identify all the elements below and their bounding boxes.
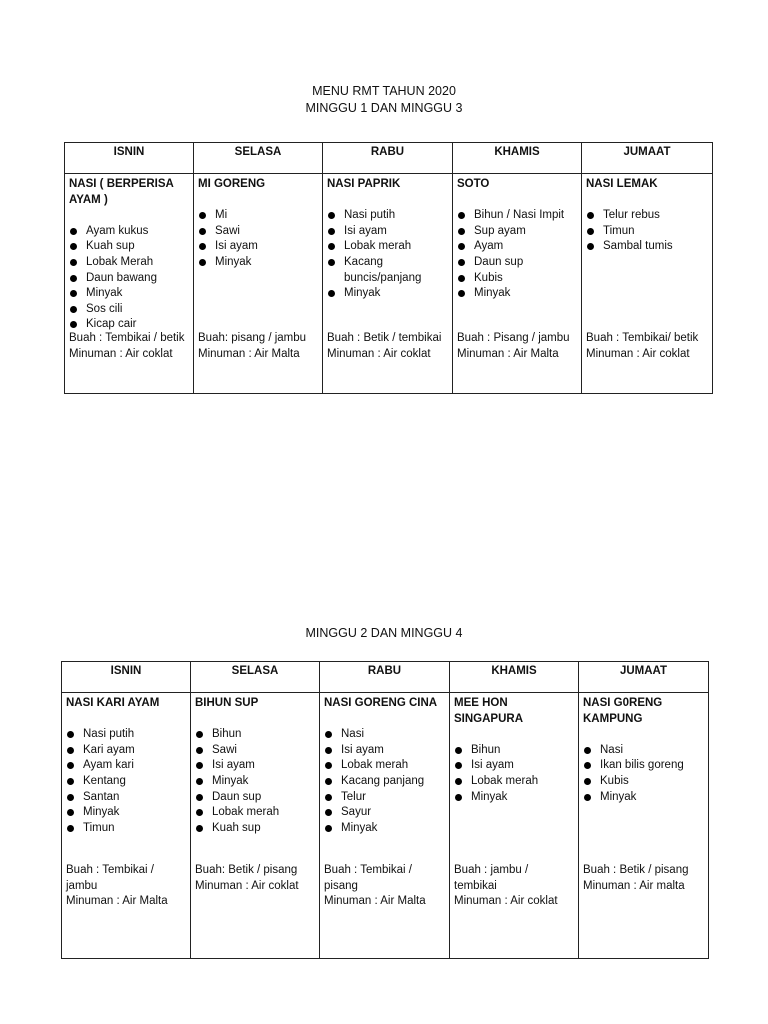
ingredient-item: [198, 224, 318, 240]
bullet-icon: [458, 259, 465, 266]
bullet-icon: [587, 228, 594, 235]
fruit-text: Buah : Pisang / jambu: [457, 332, 570, 344]
ingredient-item: [69, 255, 189, 271]
ingredient-label: Kuah sup: [86, 240, 135, 253]
fruit-drink-info: [457, 331, 577, 362]
bullet-icon: [458, 290, 465, 297]
bullet-icon: [196, 825, 203, 832]
fruit-drink-info: [69, 331, 189, 362]
day-cell-khamis: [453, 174, 582, 394]
day-cell-jumaat: [582, 174, 713, 394]
bullet-icon: [325, 778, 332, 785]
fruit-drink-info: [195, 863, 315, 894]
bullet-icon: [455, 794, 462, 801]
ingredient-label: Nasi: [600, 743, 624, 756]
bullet-icon: [584, 762, 591, 769]
bullet-icon: [196, 762, 203, 769]
ingredient-label: Telur: [341, 790, 366, 803]
bullet-icon: [455, 747, 462, 754]
ingredient-label: Bihun: [471, 743, 501, 756]
day-cell-isnin: [62, 693, 191, 959]
ingredient-item: [457, 224, 577, 240]
header-khamis: KHAMIS: [450, 662, 579, 693]
ingredient-item: [324, 727, 445, 743]
ingredient-label: Isi ayam: [471, 759, 514, 772]
ingredient-label: Minyak: [600, 790, 637, 803]
day-cell-rabu: [323, 174, 453, 394]
menu-row: [65, 174, 713, 394]
ingredient-item: [457, 255, 577, 271]
ingredient-item: [327, 255, 448, 286]
ingredient-label: Timun: [83, 821, 115, 834]
dish-name: SOTO: [457, 178, 490, 190]
ingredient-item: [457, 208, 577, 224]
ingredient-label: Daun sup: [212, 790, 262, 803]
ingredient-item: [457, 286, 577, 302]
ingredient-list: [586, 208, 708, 255]
ingredient-item: [69, 302, 189, 318]
fruit-drink-info: [586, 331, 708, 362]
bullet-icon: [587, 212, 594, 219]
bullet-icon: [199, 212, 206, 219]
ingredient-item: [327, 208, 448, 224]
dish-name: MI GORENG: [198, 178, 266, 190]
ingredient-item: [583, 743, 704, 759]
ingredient-label: Lobak Merah: [86, 255, 154, 268]
ingredient-item: [324, 805, 445, 821]
ingredient-list: [583, 743, 704, 805]
ingredient-label: Lobak merah: [212, 806, 280, 819]
ingredient-item: [195, 727, 315, 743]
ingredient-label: Ayam: [474, 240, 504, 253]
ingredient-item: [66, 727, 186, 743]
fruit-text: Buah : Tembikai / betik: [69, 332, 185, 344]
drink-text: Minuman : Air Malta: [324, 895, 426, 908]
dish-name: NASI KARI AYAM: [66, 697, 160, 709]
ingredient-label: Minyak: [215, 255, 252, 268]
ingredient-label: Isi ayam: [341, 743, 384, 756]
menu-table-week-1-3: [64, 142, 713, 394]
ingredient-label: Daun bawang: [86, 271, 157, 284]
bullet-icon: [199, 259, 206, 266]
fruit-text: Buah : Tembikai / jambu: [66, 864, 155, 892]
bullet-icon: [70, 259, 77, 266]
ingredient-item: [198, 208, 318, 224]
ingredient-item: [198, 239, 318, 255]
ingredient-list: [69, 224, 189, 333]
drink-text: Minuman : Air coklat: [69, 347, 173, 360]
fruit-text: Buah : Tembikai / pisang: [324, 864, 413, 892]
ingredient-item: [66, 743, 186, 759]
ingredient-label: Minyak: [474, 287, 511, 300]
ingredient-item: [583, 790, 704, 806]
ingredient-label: Kicap cair: [86, 318, 137, 331]
bullet-icon: [458, 275, 465, 282]
bullet-icon: [196, 778, 203, 785]
bullet-icon: [67, 809, 74, 816]
ingredient-item: [454, 743, 574, 759]
ingredient-label: Ayam kari: [83, 759, 134, 772]
bullet-icon: [70, 243, 77, 250]
ingredient-label: Minyak: [86, 287, 123, 300]
ingredient-item: [324, 743, 445, 759]
ingredient-item: [324, 821, 445, 837]
bullet-icon: [325, 794, 332, 801]
bullet-icon: [328, 243, 335, 250]
day-cell-rabu: [320, 693, 450, 959]
ingredient-label: Sambal tumis: [603, 240, 673, 253]
bullet-icon: [70, 306, 77, 313]
ingredient-item: [457, 271, 577, 287]
bullet-icon: [67, 794, 74, 801]
bullet-icon: [328, 259, 335, 266]
ingredient-item: [198, 255, 318, 271]
fruit-drink-info: [324, 863, 445, 910]
fruit-text: Buah : Betik / pisang: [583, 864, 689, 876]
header-isnin: ISNIN: [65, 143, 194, 174]
drink-text: Minuman : Air coklat: [586, 347, 690, 360]
ingredient-label: Ayam kukus: [86, 224, 149, 237]
ingredient-label: Santan: [83, 790, 120, 803]
header-row: [65, 143, 713, 174]
drink-text: Minuman : Air coklat: [327, 347, 431, 360]
fruit-text: Buah: pisang / jambu: [198, 332, 307, 344]
header-selasa: SELASA: [191, 662, 320, 693]
day-cell-isnin: [65, 174, 194, 394]
ingredient-item: [195, 821, 315, 837]
ingredient-label: Ikan bilis goreng: [600, 759, 684, 772]
bullet-icon: [325, 747, 332, 754]
bullet-icon: [325, 762, 332, 769]
ingredient-label: Isi ayam: [212, 759, 255, 772]
ingredient-label: Bihun: [212, 728, 242, 741]
ingredient-item: [324, 790, 445, 806]
bullet-icon: [584, 747, 591, 754]
ingredient-item: [324, 774, 445, 790]
week-1-3-subtitle: MINGGU 1 DAN MINGGU 3: [305, 101, 463, 115]
bullet-icon: [196, 731, 203, 738]
ingredient-item: [195, 758, 315, 774]
ingredient-item: [454, 774, 574, 790]
ingredient-label: Minyak: [341, 821, 378, 834]
ingredient-label: Sup ayam: [474, 224, 526, 237]
bullet-icon: [328, 290, 335, 297]
ingredient-label: Timun: [603, 224, 635, 237]
ingredient-item: [327, 286, 448, 302]
header-selasa: SELASA: [194, 143, 323, 174]
bullet-icon: [67, 825, 74, 832]
bullet-icon: [584, 778, 591, 785]
ingredient-label: Kacang buncis/panjang: [344, 255, 422, 284]
dish-name: NASI GORENG CINA: [324, 697, 438, 709]
bullet-icon: [70, 290, 77, 297]
fruit-drink-info: [198, 331, 318, 362]
fruit-text: Buah: Betik / pisang: [195, 864, 298, 876]
bullet-icon: [196, 794, 203, 801]
fruit-text: Buah : Tembikai/ betik: [586, 332, 699, 344]
ingredient-item: [66, 805, 186, 821]
ingredient-item: [586, 239, 708, 255]
ingredient-list: [457, 208, 577, 302]
drink-text: Minuman : Air Malta: [198, 347, 300, 360]
ingredient-item: [327, 239, 448, 255]
day-cell-khamis: [450, 693, 579, 959]
ingredient-item: [69, 224, 189, 240]
fruit-drink-info: [454, 863, 574, 910]
ingredient-label: Nasi putih: [83, 728, 135, 741]
ingredient-label: Nasi: [341, 728, 365, 741]
bullet-icon: [325, 809, 332, 816]
ingredient-label: Isi ayam: [215, 240, 258, 253]
ingredient-item: [583, 774, 704, 790]
header-jumaat: JUMAAT: [582, 143, 713, 174]
ingredient-label: Sawi: [215, 224, 240, 237]
ingredient-item: [586, 224, 708, 240]
ingredient-label: Telur rebus: [603, 209, 660, 222]
ingredient-item: [69, 239, 189, 255]
bullet-icon: [199, 228, 206, 235]
drink-text: Minuman : Air coklat: [195, 879, 299, 892]
ingredient-item: [66, 758, 186, 774]
bullet-icon: [325, 731, 332, 738]
fruit-text: Buah : Betik / tembikai: [327, 332, 442, 344]
bullet-icon: [70, 228, 77, 235]
bullet-icon: [458, 243, 465, 250]
bullet-icon: [67, 762, 74, 769]
ingredient-item: [327, 224, 448, 240]
bullet-icon: [584, 794, 591, 801]
bullet-icon: [196, 809, 203, 816]
dish-name: BIHUN SUP: [195, 697, 259, 709]
ingredient-label: Minyak: [212, 774, 249, 787]
week-2-4-subtitle: MINGGU 2 DAN MINGGU 4: [305, 626, 463, 640]
header-rabu: RABU: [320, 662, 450, 693]
bullet-icon: [455, 762, 462, 769]
ingredient-label: Sayur: [341, 806, 372, 819]
ingredient-label: Lobak merah: [344, 240, 412, 253]
ingredient-label: Minyak: [344, 287, 381, 300]
drink-text: Minuman : Air malta: [583, 879, 685, 892]
ingredient-item: [195, 774, 315, 790]
bullet-icon: [196, 747, 203, 754]
ingredient-item: [195, 743, 315, 759]
fruit-drink-info: [583, 863, 704, 894]
ingredient-list: [454, 743, 574, 805]
bullet-icon: [455, 778, 462, 785]
drink-text: Minuman : Air Malta: [457, 347, 559, 360]
ingredient-item: [457, 239, 577, 255]
dish-name: NASI ( BERPERISA AYAM ): [69, 178, 174, 206]
ingredient-item: [66, 790, 186, 806]
header-khamis: KHAMIS: [453, 143, 582, 174]
dish-name: NASI LEMAK: [586, 178, 658, 190]
ingredient-label: Kacang panjang: [341, 774, 425, 787]
dish-name: NASI PAPRIK: [327, 178, 401, 190]
ingredient-label: Isi ayam: [344, 224, 387, 237]
day-cell-selasa: [191, 693, 320, 959]
fruit-drink-info: [327, 331, 448, 362]
ingredient-label: Minyak: [83, 806, 120, 819]
ingredient-label: Sos cili: [86, 302, 123, 315]
bullet-icon: [67, 778, 74, 785]
day-cell-jumaat: [579, 693, 709, 959]
bullet-icon: [70, 275, 77, 282]
ingredient-label: Mi: [215, 209, 228, 222]
ingredient-item: [69, 271, 189, 287]
ingredient-item: [69, 286, 189, 302]
bullet-icon: [587, 243, 594, 250]
ingredient-item: [324, 758, 445, 774]
header-jumaat: JUMAAT: [579, 662, 709, 693]
ingredient-item: [586, 208, 708, 224]
bullet-icon: [328, 228, 335, 235]
bullet-icon: [325, 825, 332, 832]
fruit-text: Buah : jambu / tembikai: [454, 864, 529, 892]
ingredient-item: [454, 758, 574, 774]
ingredient-label: Minyak: [471, 790, 508, 803]
ingredient-item: [583, 758, 704, 774]
ingredient-list: [195, 727, 315, 836]
ingredient-label: Bihun / Nasi Impit: [474, 209, 565, 222]
bullet-icon: [199, 243, 206, 250]
ingredient-list: [324, 727, 445, 836]
menu-table-week-2-4: [61, 661, 709, 959]
drink-text: Minuman : Air coklat: [454, 895, 558, 908]
ingredient-list: [198, 208, 318, 270]
header-rabu: RABU: [323, 143, 453, 174]
ingredient-label: Lobak merah: [341, 759, 409, 772]
ingredient-label: Lobak merah: [471, 774, 539, 787]
bullet-icon: [67, 731, 74, 738]
ingredient-item: [195, 805, 315, 821]
bullet-icon: [458, 228, 465, 235]
ingredient-item: [195, 790, 315, 806]
ingredient-label: Sawi: [212, 743, 237, 756]
ingredient-label: Kuah sup: [212, 821, 261, 834]
menu-title: MENU RMT TAHUN 2020: [312, 84, 456, 98]
ingredient-label: Kubis: [600, 774, 629, 787]
ingredient-label: Kentang: [83, 774, 126, 787]
bullet-icon: [67, 747, 74, 754]
ingredient-label: Kubis: [474, 271, 503, 284]
bullet-icon: [328, 212, 335, 219]
ingredient-item: [66, 774, 186, 790]
ingredient-label: Nasi putih: [344, 209, 396, 222]
fruit-drink-info: [66, 863, 186, 910]
ingredient-item: [454, 790, 574, 806]
dish-name: MEE HON SINGAPURA: [454, 697, 524, 725]
header-isnin: ISNIN: [62, 662, 191, 693]
bullet-icon: [458, 212, 465, 219]
ingredient-list: [66, 727, 186, 836]
drink-text: Minuman : Air Malta: [66, 895, 168, 908]
dish-name: NASI G0RENG KAMPUNG: [583, 697, 663, 725]
ingredient-label: Kari ayam: [83, 743, 135, 756]
ingredient-item: [66, 821, 186, 837]
ingredient-list: [327, 208, 448, 302]
bullet-icon: [70, 321, 77, 328]
header-row: [62, 662, 709, 693]
ingredient-label: Daun sup: [474, 255, 524, 268]
day-cell-selasa: [194, 174, 323, 394]
menu-row: [62, 693, 709, 959]
